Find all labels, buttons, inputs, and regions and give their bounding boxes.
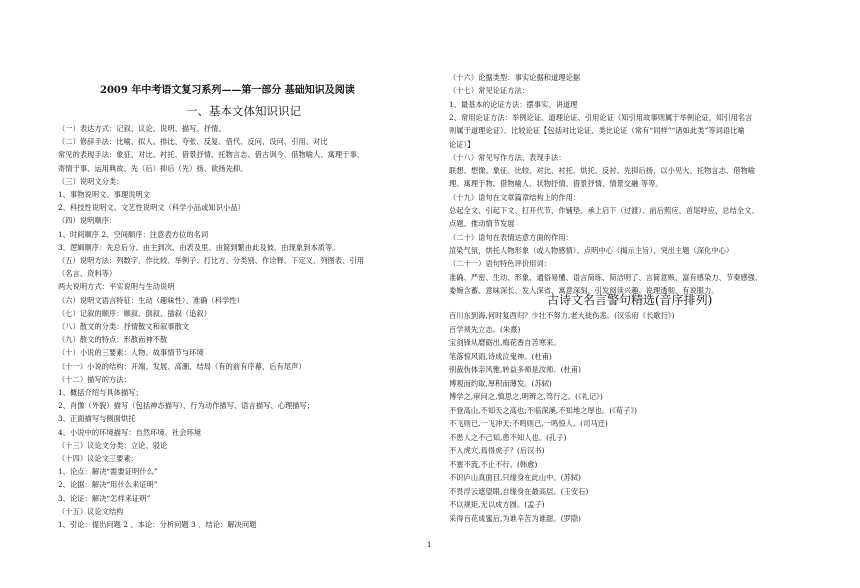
quote-line: 别裁伪体亲风雅,转益多师是汝师。(杜甫) bbox=[449, 365, 582, 374]
quote-line: 博观而约取,厚积而薄发。(苏轼) bbox=[449, 378, 552, 388]
text-line: 常见的表现手法：象征、对比、衬托、借景抒情、托物言志、借古讽今、借物喻人、寓理于事、 bbox=[58, 150, 365, 160]
text-line: 1、概括介绍与具体描写； bbox=[58, 388, 143, 397]
text-line: （七）记叙的顺序：顺叙、倒叙、插叙（追叙） bbox=[58, 308, 212, 318]
quote-line: 百学须先立志。(朱熹) bbox=[449, 324, 521, 334]
quote-line: 不入虎穴,焉得虎子？(后汉书) bbox=[449, 446, 545, 455]
text-line: （十七）常见论证方法： bbox=[449, 86, 530, 96]
text-line: 理、寓理于物、借物喻人、状物抒情、借景抒情、情景交融 等等。 bbox=[449, 179, 663, 189]
text-line: 则属于道理论证）、比较论证【包括对比论证、类比论证（常有“同样”“诸如此类”等词语比喻 bbox=[449, 126, 745, 136]
text-line: （八）散文的分类：抒情散文和叙事散文 bbox=[58, 322, 190, 331]
quote-line: 不以规矩,无以成方圆。(孟子) bbox=[449, 500, 545, 509]
text-line: 2、论据：解决“用什么来证明” bbox=[58, 480, 158, 490]
text-line: 3、逻辑顺序：先总后分、由主到次、由表及里、由简到繁由此及彼、由现象到本质等。 bbox=[58, 242, 340, 252]
quote-line: 笔落惊风雨,诗成泣鬼神。(杜甫) bbox=[449, 351, 552, 361]
quote-line: 博学之,审问之,慎思之,明辨之,笃行之。(《礼记》) bbox=[449, 392, 603, 401]
quote-line: 采得百花成蜜后,为谁辛苦为谁甜。(罗隐) bbox=[449, 513, 582, 523]
document-title: 2009 年中考语文复习系列——第一部分 基础知识及阅读 bbox=[100, 85, 355, 96]
text-line: 2、常用论证方法：举例论证、道理论证、引用论证（知引用故事则属于举例论证，知引用名言 bbox=[449, 112, 753, 122]
text-line: （五）说明方法：列数字、作比较、举例子、打比方、分类别、作诠释、下定义、列图表、引用 bbox=[58, 256, 365, 265]
text-line: 寄情于事、运用典故、先（后）抑后（先）扬、欲扬先抑。 bbox=[58, 163, 248, 173]
text-line: （二）修辞手法：比喻、拟人、排比、夸张、反复、借代、反问、设问、引用、对比 bbox=[58, 137, 328, 147]
text-line: （十八）常见写作方法、表现手法： bbox=[449, 152, 566, 162]
text-line: 1、引论：提出问题 2 、本论：分析问题 3 、结论：解决问题 bbox=[58, 520, 257, 529]
quote-line: 不识庐山真面目,只缘身在此山中。(苏轼) bbox=[449, 473, 582, 482]
text-line: （二十）语句在表情达意方面的作用： bbox=[449, 232, 573, 242]
page-number: 1 bbox=[427, 541, 432, 549]
text-line: 3、论证：解决“怎样来证明” bbox=[58, 493, 151, 503]
section-title: 一、基本文体知识识记 bbox=[186, 104, 301, 118]
quote-line: 不飞则已,一飞冲天;不鸣则已,一鸣惊人。(司马迁) bbox=[449, 419, 608, 428]
text-line: 点题、推动情节发展 bbox=[449, 219, 515, 229]
text-line: 两大说明方式：平实说明与生动说明 bbox=[58, 282, 175, 292]
quote-line: 宝剑锋从磨砺出,梅花香自苦寒来。 bbox=[449, 338, 561, 347]
text-line: （十五）议论文结构 bbox=[58, 506, 124, 516]
text-line: 1、时间顺序 2、空间顺序：注意表方位的名词 bbox=[58, 229, 209, 239]
text-line: （九）散文的特点：形散而神不散 bbox=[58, 335, 168, 345]
text-line: （二十一）语句特色评价用词： bbox=[449, 259, 552, 269]
quote-line: 不塞不流,不止不行。(韩愈) bbox=[449, 459, 538, 469]
text-line: 渲染气氛，烘托人物形象（或人物感情）、点明中心（揭示主旨）、突出主题（深化中心） bbox=[449, 245, 734, 255]
text-line: （十四）议论文三要素： bbox=[58, 454, 139, 463]
text-line: 2、科技性说明文、文艺性说明文（科学小品或知识小品） bbox=[58, 203, 245, 213]
text-line: （十一）小说的结构：开端、发展、高潮、结局（有的前有序幕，后有尾声） bbox=[58, 361, 306, 371]
text-line: （十六）论据类型：事实论据和道理论据 bbox=[449, 73, 581, 82]
text-line: （三）说明文分类： bbox=[58, 176, 124, 186]
text-line: 4、小说中的环境描写：自然环境、社会环境 bbox=[58, 427, 202, 437]
text-line: 论证）】 bbox=[449, 139, 475, 149]
text-line: 联想、想像、象征、比较、对比、衬托、烘托、反衬、先抑后扬、以小见大、托物言志、借物喻 bbox=[449, 166, 756, 176]
text-line: 委婉含蓄、意味深长、发人深省、寓意深刻、引发阅读兴趣、说理透彻、有说服力。 bbox=[449, 285, 719, 295]
text-line: （一）表达方式：记叙、议论、说明、描写、抒情。 bbox=[58, 124, 226, 133]
text-line: 3、正面描写与侧面烘托 bbox=[58, 414, 136, 424]
text-line: 总起全文、引起下文、打开代节、作铺垫、承上启下（过渡）、前后照应、首尾呼应、总结全文、 bbox=[449, 206, 759, 215]
quote-line: 不畏浮云遮望眼,自缘身在最高层。(王安石) bbox=[449, 486, 589, 496]
text-line: （十）小说的三要素：人物、故事情节与环境 bbox=[58, 348, 204, 358]
quote-line: 百川东到海,何时复西归？少壮不努力,老大徒伤悲。(汉乐府《长歌行》) bbox=[449, 311, 675, 320]
text-line: （十九）语句在文章篇章结构上的作用： bbox=[449, 192, 581, 202]
text-line: （十三）议论文分类：立论、驳论 bbox=[58, 440, 168, 450]
text-line: 1、论点：解决“需要证明什么” bbox=[58, 467, 158, 477]
text-line: （名言、资料等） bbox=[58, 269, 117, 279]
text-line: 2、肖像（外貌）描写（包括神态描写）、行为动作描写、语言描写、心理描写； bbox=[58, 401, 315, 411]
text-line: （十二）描写的方法： bbox=[58, 374, 131, 384]
quotes-section-title: 古诗文名言警句精选(音序排列) bbox=[547, 293, 713, 307]
text-line: （四）说明顺序： bbox=[58, 216, 117, 226]
text-line: （六）说明文语言特征：生动（趣味性）、准确（科学性） bbox=[58, 295, 244, 305]
text-line: 1、最基本的论证方法：摆事实、讲道理 bbox=[449, 99, 578, 109]
quote-line: 不患人之不己知,患不知人也。(孔子) bbox=[449, 432, 567, 442]
text-line: 准确、严密、生动、形象、通俗易懂、语言简练、简洁明了、言简意赅、富有感染力、节奏感强、 bbox=[449, 272, 763, 282]
text-line: 1、事物说明文、事理说明文 bbox=[58, 190, 151, 199]
quote-line: 不登高山,不知天之高也;不临深溪,不知地之厚也。(《荀子》) bbox=[449, 405, 638, 415]
